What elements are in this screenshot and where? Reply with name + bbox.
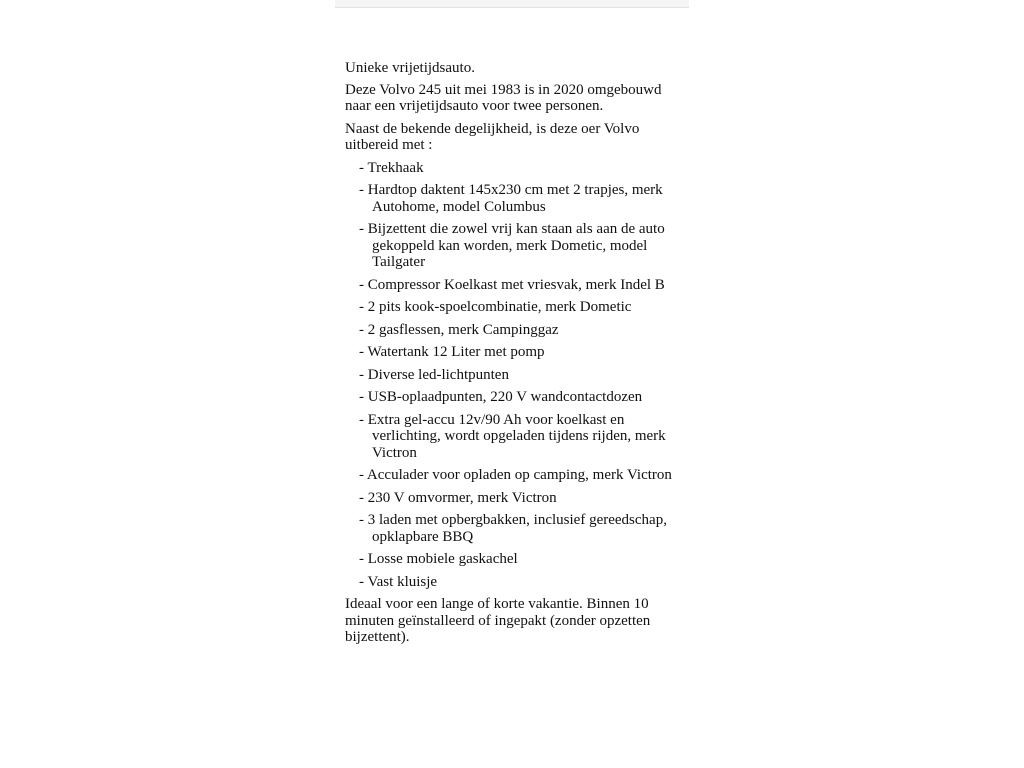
description-closing: Ideaal voor een lange of korte vakantie. Binnen 10 minuten geïnstalleerd of ingepakt (zonder opzetten bijzettent). [345, 596, 651, 645]
description-intro: Unieke vrijetijdsauto. [345, 60, 475, 76]
feature-item: - Losse mobiele gaskachel [359, 551, 691, 568]
feature-item: - Vast kluisje [359, 574, 691, 591]
feature-item: - Compressor Koelkast met vriesvak, merk Indel B [359, 277, 691, 294]
feature-item: - 2 pits kook-spoelcombinatie, merk Dometic [359, 299, 691, 316]
description-paragraph: Naast de bekende degelijkheid, is deze oer Volvo uitbereid met : [345, 120, 640, 153]
feature-item: - Watertank 12 Liter met pomp [359, 344, 691, 361]
feature-item: - 2 gasflessen, merk Campinggaz [359, 322, 691, 339]
feature-item: - Hardtop daktent 145x230 cm met 2 trapjes, merk Autohome, model Columbus [359, 182, 691, 215]
top-toolbar-strip [335, 0, 689, 8]
listing-description [345, 60, 691, 652]
feature-item: - Trekhaak [359, 160, 691, 177]
feature-item: - Extra gel-accu 12v/90 Ah voor koelkast en verlichting, wordt opgeladen tijdens rijden, merk Victron [359, 412, 691, 462]
feature-list [345, 160, 691, 591]
description-paragraph: Deze Volvo 245 uit mei 1983 is in 2020 omgebouwd naar een vrijetijdsauto voor twee personen. [345, 81, 662, 114]
feature-item: - 230 V omvormer, merk Victron [359, 490, 691, 507]
feature-item: - Bijzettent die zowel vrij kan staan als aan de auto gekoppeld kan worden, merk Dometic, model Tailgater [359, 221, 691, 271]
feature-item: - 3 laden met opbergbakken, inclusief gereedschap, opklapbare BBQ [359, 512, 691, 545]
feature-item: - Acculader voor opladen op camping, merk Victron [359, 467, 691, 484]
feature-item: - USB-oplaadpunten, 220 V wandcontactdozen [359, 389, 691, 406]
feature-item: - Diverse led-lichtpunten [359, 367, 691, 384]
